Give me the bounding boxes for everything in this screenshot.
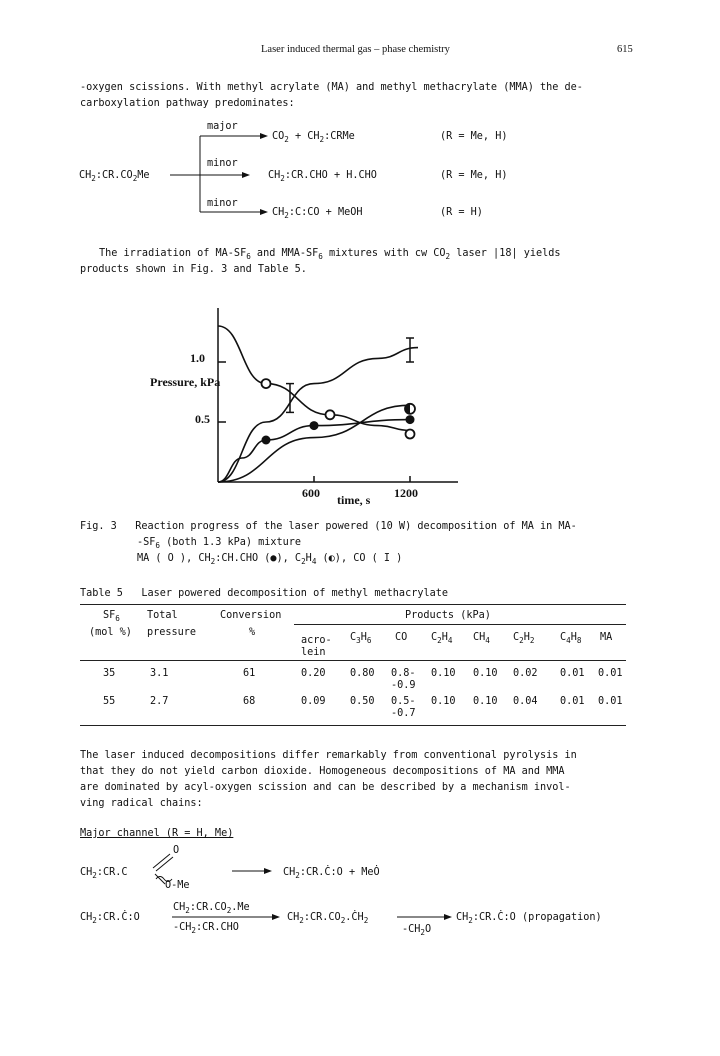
cell-product: 0.01 bbox=[598, 696, 623, 707]
mech-r2-below: $-CH_2:CR.CHO$ bbox=[173, 922, 239, 935]
scheme-cond-2: (R = Me, H) bbox=[440, 170, 508, 181]
table-bottom-rule bbox=[80, 725, 626, 726]
scheme-product-2: $CH_2:CR.CHO + H.CHO$ bbox=[268, 170, 377, 183]
mech-r2-mid: $CH_2:CR.CO_2.ĊH_2$ bbox=[287, 912, 369, 925]
th-ch4: $CH_4$ bbox=[473, 632, 490, 645]
th-c2h4: $C_2H_4$ bbox=[431, 632, 453, 645]
ma-curve bbox=[218, 326, 410, 430]
running-header: Laser induced thermal gas – phase chemistry bbox=[261, 44, 450, 55]
th-c3h6: $C_3H_6$ bbox=[350, 632, 372, 645]
minor-label-2: minor bbox=[207, 198, 238, 209]
cell-product: 0.8- -0.9 bbox=[391, 668, 416, 691]
table-top-rule bbox=[80, 604, 626, 605]
th-sf6: $SF_6$ bbox=[103, 610, 120, 623]
ma-point bbox=[326, 410, 335, 419]
ma-point bbox=[262, 379, 271, 388]
fig-caption-line-1: Fig. 3 Reaction progress of the laser powered (10 W) decomposition of MA in MA- bbox=[80, 521, 577, 532]
scheme-cond-1: (R = Me, H) bbox=[440, 131, 508, 142]
acrolein-point bbox=[406, 415, 415, 424]
x-tick-2: 1200 bbox=[394, 486, 418, 500]
th-c4h8: $C_4H_8$ bbox=[560, 632, 582, 645]
mech-r1-o: O bbox=[173, 845, 180, 856]
cell-product: 0.01 bbox=[598, 668, 623, 679]
para3-line-2: that they do not yield carbon dioxide. Homogeneous decompositions of MA and MMA bbox=[80, 766, 565, 777]
cell-product: 0.5- -0.7 bbox=[391, 696, 416, 719]
para2-line-1: The irradiation of $MA-SF_6$ and MMA-$SF_6$ mixtures with cw $CO_2$ laser |18| yields bbox=[99, 248, 561, 261]
intro-line-2: carboxylation pathway predominates: bbox=[80, 98, 295, 109]
cell-product: 0.10 bbox=[431, 696, 456, 707]
th-c2h2: $C_2H_2$ bbox=[513, 632, 535, 645]
x-tick-1: 600 bbox=[302, 486, 320, 500]
arrow-r2a bbox=[172, 912, 280, 922]
cell-sf6: 55 bbox=[103, 696, 116, 707]
mech-r1-right: $CH_2:CR.Ċ:O$ + MeȮ bbox=[283, 867, 380, 880]
cell-conversion: 61 bbox=[243, 668, 256, 679]
th-sf6-unit: (mol %) bbox=[89, 627, 132, 638]
cell-total: 3.1 bbox=[150, 668, 169, 679]
th-ma: MA bbox=[600, 632, 613, 643]
mech-r2-left: $CH_2:CR.Ċ:O$ bbox=[80, 912, 140, 925]
cell-product: 0.80 bbox=[350, 668, 375, 679]
scheme-cond-3: (R = H) bbox=[440, 207, 483, 218]
scheme-arrows bbox=[170, 130, 270, 220]
mech-r2-right: $CH_2:CR.Ċ:O$ (propagation) bbox=[456, 912, 602, 925]
table-sub-rule bbox=[294, 624, 626, 625]
th-products: Products (kPa) bbox=[405, 610, 491, 621]
scheme-reactant: $CH_2:CR.CO_2Me$ bbox=[79, 170, 150, 183]
th-conv-unit: % bbox=[249, 627, 256, 638]
cell-product: 0.09 bbox=[301, 696, 326, 707]
cell-total: 2.7 bbox=[150, 696, 169, 707]
fig-caption-line-2: $-SF_6$ (both 1.3 kPa) mixture bbox=[137, 537, 302, 550]
th-conversion: Conversion bbox=[220, 610, 282, 621]
major-label: major bbox=[207, 121, 238, 132]
mech-r1-left: $CH_2:CR.C$ bbox=[80, 867, 128, 880]
cell-product: 0.50 bbox=[350, 696, 375, 707]
cell-sf6: 35 bbox=[103, 668, 116, 679]
scheme-product-1: $CO_2$ + $CH_2:CRMe$ bbox=[272, 131, 355, 144]
y-tick-1: 1.0 bbox=[190, 351, 205, 365]
para3-line-3: are dominated by acyl-oxygen scission and can be described by a mechanism invol- bbox=[80, 782, 571, 793]
arrow-r1 bbox=[232, 866, 272, 876]
cell-product: 0.04 bbox=[513, 696, 538, 707]
mech-r1-ome: O-Me bbox=[165, 880, 190, 891]
fig-caption-line-3: MA ( O ), $CH_2:CH.CHO$ (●), $C_2H_4$ (◐), CO ( I ) bbox=[137, 553, 403, 566]
chart-plot bbox=[200, 300, 460, 500]
page-number: 615 bbox=[617, 44, 633, 55]
cell-product: 0.10 bbox=[431, 668, 456, 679]
cell-product: 0.10 bbox=[473, 696, 498, 707]
para2-line-2: products shown in Fig. 3 and Table 5. bbox=[80, 264, 307, 275]
th-pressure: pressure bbox=[147, 627, 197, 638]
th-total: Total bbox=[147, 610, 178, 621]
th-co: CO bbox=[395, 632, 408, 643]
cell-product: 0.01 bbox=[560, 696, 585, 707]
scheme-product-3: $CH_2:C:CO$ + MeOH bbox=[272, 207, 363, 220]
para3-line-1: The laser induced decompositions differ remarkably from conventional pyrolysis in bbox=[80, 750, 577, 761]
ma-point bbox=[406, 430, 415, 439]
th-acrolein: acro- lein bbox=[301, 635, 332, 658]
table-header-rule bbox=[80, 660, 626, 661]
mech-r2-below2: $-CH_2O$ bbox=[402, 924, 432, 937]
table-caption: Table 5 Laser powered decomposition of methyl methacrylate bbox=[80, 588, 449, 599]
y-axis-label: Pressure, kPa bbox=[150, 375, 221, 389]
y-tick-2: 0.5 bbox=[195, 412, 210, 426]
cell-product: 0.02 bbox=[513, 668, 538, 679]
cell-conversion: 68 bbox=[243, 696, 256, 707]
cell-product: 0.01 bbox=[560, 668, 585, 679]
acrolein-point bbox=[262, 436, 271, 445]
para3-line-4: ving radical chains: bbox=[80, 798, 203, 809]
cell-product: 0.10 bbox=[473, 668, 498, 679]
c2h4-curve bbox=[218, 405, 410, 482]
intro-line-1: -oxygen scissions. With methyl acrylate (MA) and methyl methacrylate (MMA) the de- bbox=[80, 82, 583, 93]
mechanism-title: Major channel (R = H, Me) bbox=[80, 828, 234, 839]
x-axis-label: time, s bbox=[337, 493, 371, 507]
arrow-r2b bbox=[397, 912, 452, 922]
minor-label-1: minor bbox=[207, 158, 238, 169]
mech-r2-above: $CH_2:CR.CO_2.Me$ bbox=[173, 902, 250, 915]
cell-product: 0.20 bbox=[301, 668, 326, 679]
acrolein-point bbox=[310, 421, 319, 430]
